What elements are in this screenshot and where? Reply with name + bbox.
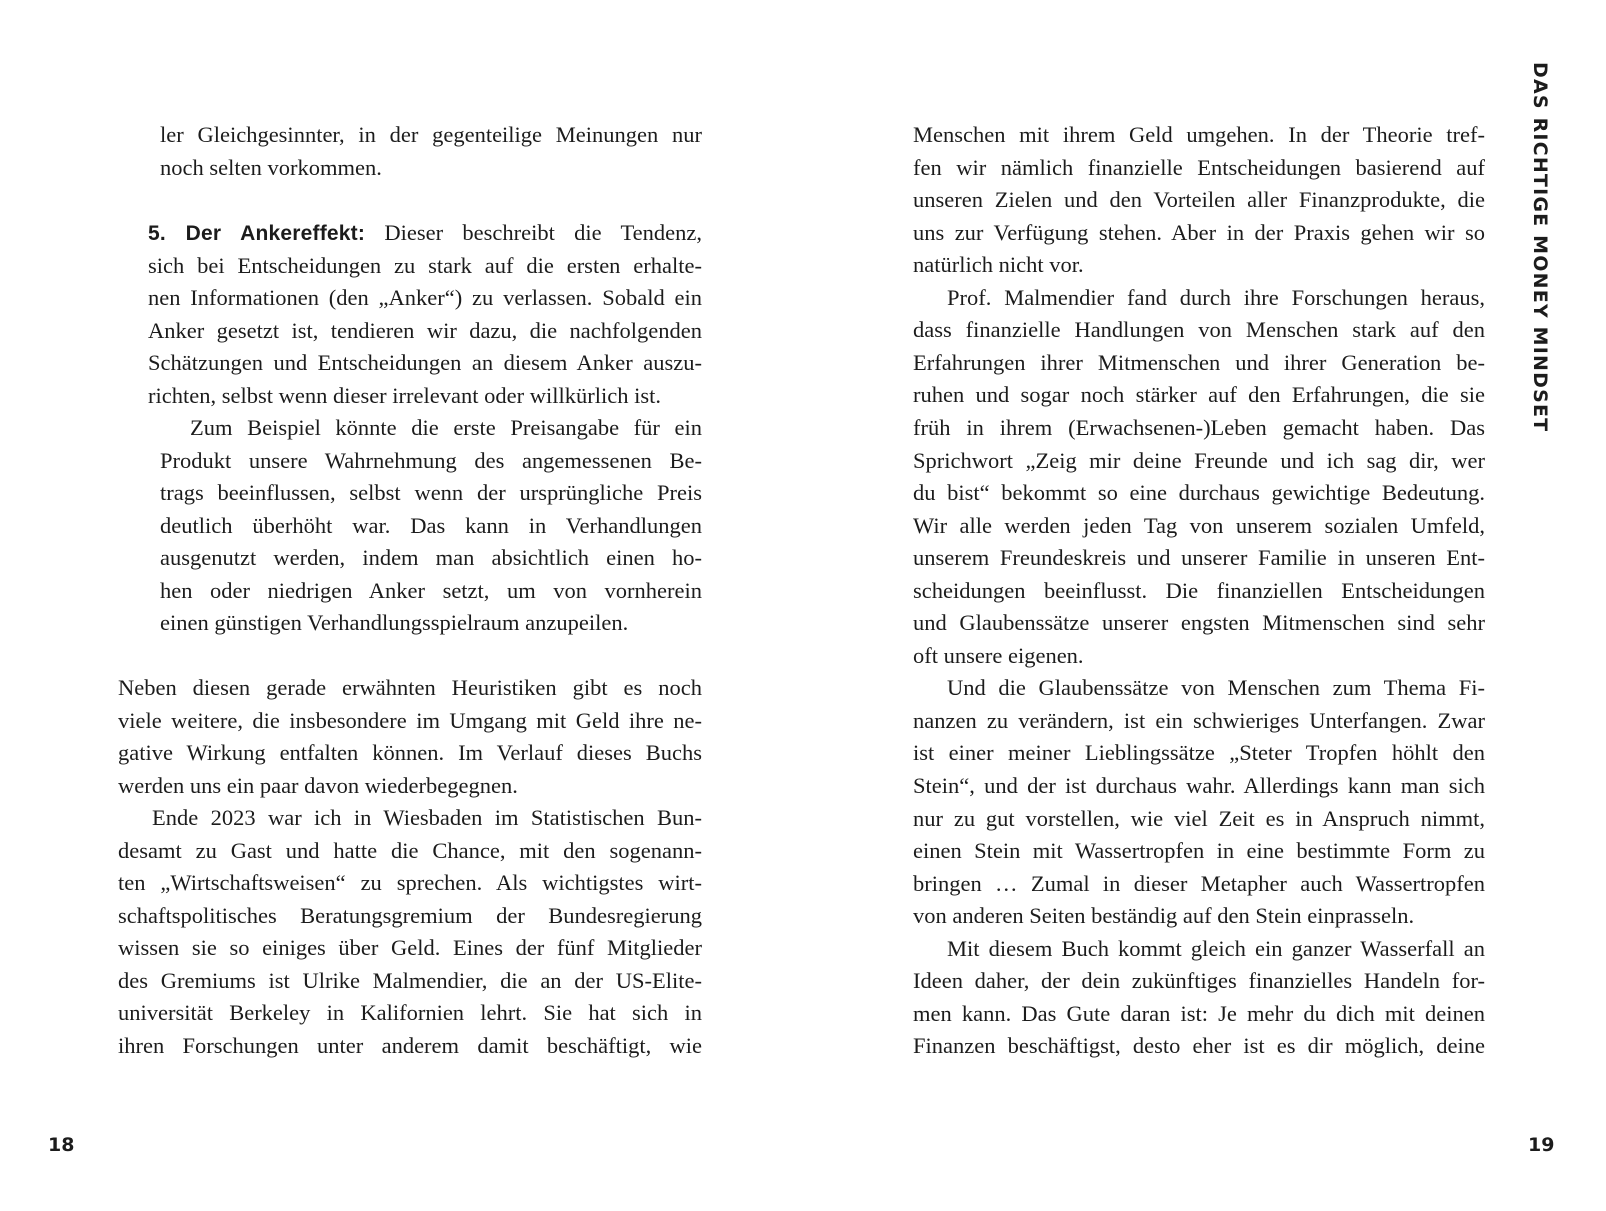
- anchor-first-line-rest: Dieser beschreibt die Tendenz,: [365, 220, 702, 245]
- text-line: deutlich überhöht war. Das kann in Verhandlungen: [160, 513, 702, 538]
- text-line: richten, selbst wenn dieser irrelevant oder willkürlich ist.: [148, 383, 661, 408]
- text-line: fen wir nämlich finanzielle Entscheidungen basierend auf: [913, 154, 1485, 180]
- text-line: nanzen zu verändern, ist ein schwieriges Unterfangen. Zwar: [913, 707, 1485, 733]
- text-line: ihren Forschungen unter anderem damit beschäftigt, wie: [118, 1033, 702, 1058]
- text-line: hen oder niedrigen Anker setzt, um von vornherein: [160, 578, 702, 603]
- text-line: Anker gesetzt ist, tendieren wir dazu, die nachfolgenden: [148, 318, 702, 343]
- text-line: du bist“ bekommt so eine durchaus gewichtige Bedeutung.: [913, 480, 1485, 506]
- text-line: Und die Glaubenssätze von Menschen zum Thema Fi-: [947, 675, 1485, 701]
- right-page: [803, 0, 1606, 1211]
- text-line: ler Gleichgesinnter, in der gegenteilige Meinungen nur: [160, 122, 702, 147]
- text-line: Stein“, und der ist durchaus wahr. Allerdings kann man sich: [913, 773, 1485, 798]
- text-line: Mit diesem Buch kommt gleich ein ganzer Wasserfall an: [947, 935, 1485, 961]
- text-line: schaftspolitisches Beratungsgremium der Bundesregierung: [118, 903, 702, 928]
- text-line: sich bei Entscheidungen zu stark auf die ersten erhalte-: [148, 253, 702, 278]
- text-line: oft unsere eigenen.: [913, 642, 1084, 668]
- text-line: gative Wirkung entfalten können. Im Verlauf dieses Buchs: [118, 740, 702, 765]
- text-line: Wir alle werden jeden Tag von unserem sozialen Umfeld,: [913, 512, 1485, 538]
- text-line: dass finanzielle Handlungen von Menschen stark auf den: [913, 317, 1485, 343]
- text-line: nur zu gut vorstellen, wie viel Zeit es in Anspruch nimmt,: [913, 805, 1485, 831]
- anchor-first-line: [148, 216, 702, 250]
- text-line: nen Informationen (den „Anker“) zu verlassen. Sobald ein: [148, 285, 702, 310]
- text-line: Schätzungen und Entscheidungen an diesem Anker auszu-: [148, 350, 702, 375]
- text-line: Menschen mit ihrem Geld umgehen. In der Theorie tref-: [913, 122, 1485, 147]
- text-line: ist einer meiner Lieblingssätze „Steter Tropfen höhlt den: [913, 740, 1485, 766]
- text-line: von anderen Seiten beständig auf den Stein einprasseln.: [913, 903, 1415, 929]
- running-head: DAS RICHTIGE MONEY MINDSET: [1529, 62, 1551, 433]
- text-line: und Glaubenssätze unserer engsten Mitmenschen sind sehr: [913, 610, 1485, 636]
- text-line: Ideen daher, der dein zukünftiges finanzielles Handeln for-: [913, 968, 1485, 994]
- text-line: ruhen und sogar noch stärker auf den Erfahrungen, die sie: [913, 382, 1485, 408]
- text-line: scheidungen beeinflusst. Die finanziellen Entscheidungen: [913, 577, 1485, 603]
- text-line: Ende 2023 war ich in Wiesbaden im Statistischen Bun-: [152, 805, 702, 830]
- text-line: Neben diesen gerade erwähnten Heuristiken gibt es noch: [118, 675, 702, 700]
- text-line: Prof. Malmendier fand durch ihre Forschungen heraus,: [947, 284, 1485, 310]
- text-line: einen günstigen Verhandlungsspielraum anzupeilen.: [160, 610, 629, 635]
- text-line: ten „Wirtschaftsweisen“ zu sprechen. Als wichtigstes wirt-: [118, 870, 702, 895]
- text-line: unseren Zielen und den Vorteilen aller Finanzprodukte, die: [913, 187, 1485, 213]
- text-line: einen Stein mit Wassertropfen in eine bestimmte Form zu: [913, 838, 1485, 864]
- text-line: des Gremiums ist Ulrike Malmendier, die an der US-Elite-: [118, 968, 702, 993]
- text-line: natürlich nicht vor.: [913, 252, 1084, 278]
- text-line: viele weitere, die insbesondere im Umgang mit Geld ihre ne-: [118, 708, 702, 733]
- text-line: werden uns ein paar davon wiederbegegnen.: [118, 773, 518, 798]
- text-line: Erfahrungen ihrer Mitmenschen und ihrer Generation be-: [913, 349, 1485, 375]
- anchor-heading: 5. Der Ankereffekt:: [148, 222, 366, 245]
- text-line: men kann. Das Gute daran ist: Je mehr du dich mit deinen: [913, 1000, 1485, 1026]
- text-line: uns zur Verfügung stehen. Aber in der Praxis gehen wir so: [913, 219, 1485, 245]
- text-line: Finanzen beschäftigst, desto eher ist es dir möglich, deine: [913, 1033, 1485, 1059]
- text-line: universität Berkeley in Kalifornien lehrt. Sie hat sich in: [118, 1000, 702, 1025]
- text-line: ausgenutzt werden, indem man absichtlich einen ho-: [160, 545, 702, 570]
- text-line: trags beeinflussen, selbst wenn der ursprüngliche Preis: [160, 480, 702, 505]
- text-line: wissen sie so einiges über Geld. Eines der fünf Mitglieder: [118, 935, 702, 960]
- text-line: früh in ihrem (Erwachsenen-)Leben gemacht haben. Das: [913, 414, 1485, 440]
- text-line: Sprichwort „Zeig mir deine Freunde und ich sag dir, wer: [913, 447, 1485, 473]
- text-line: bringen … Zumal in dieser Metapher auch Wassertropfen: [913, 870, 1485, 896]
- text-line: noch selten vorkommen.: [160, 155, 382, 180]
- text-line: desamt zu Gast und hatte die Chance, mit den sogenann-: [118, 838, 702, 863]
- text-line: Zum Beispiel könnte die erste Preisangabe für ein: [190, 415, 702, 440]
- page-number: 18: [48, 1134, 75, 1156]
- text-line: unserem Freundeskreis und unserer Familie in unseren Ent-: [913, 545, 1485, 571]
- page-number: 19: [1528, 1134, 1555, 1156]
- text-line: Produkt unsere Wahrnehmung des angemessenen Be-: [160, 448, 702, 473]
